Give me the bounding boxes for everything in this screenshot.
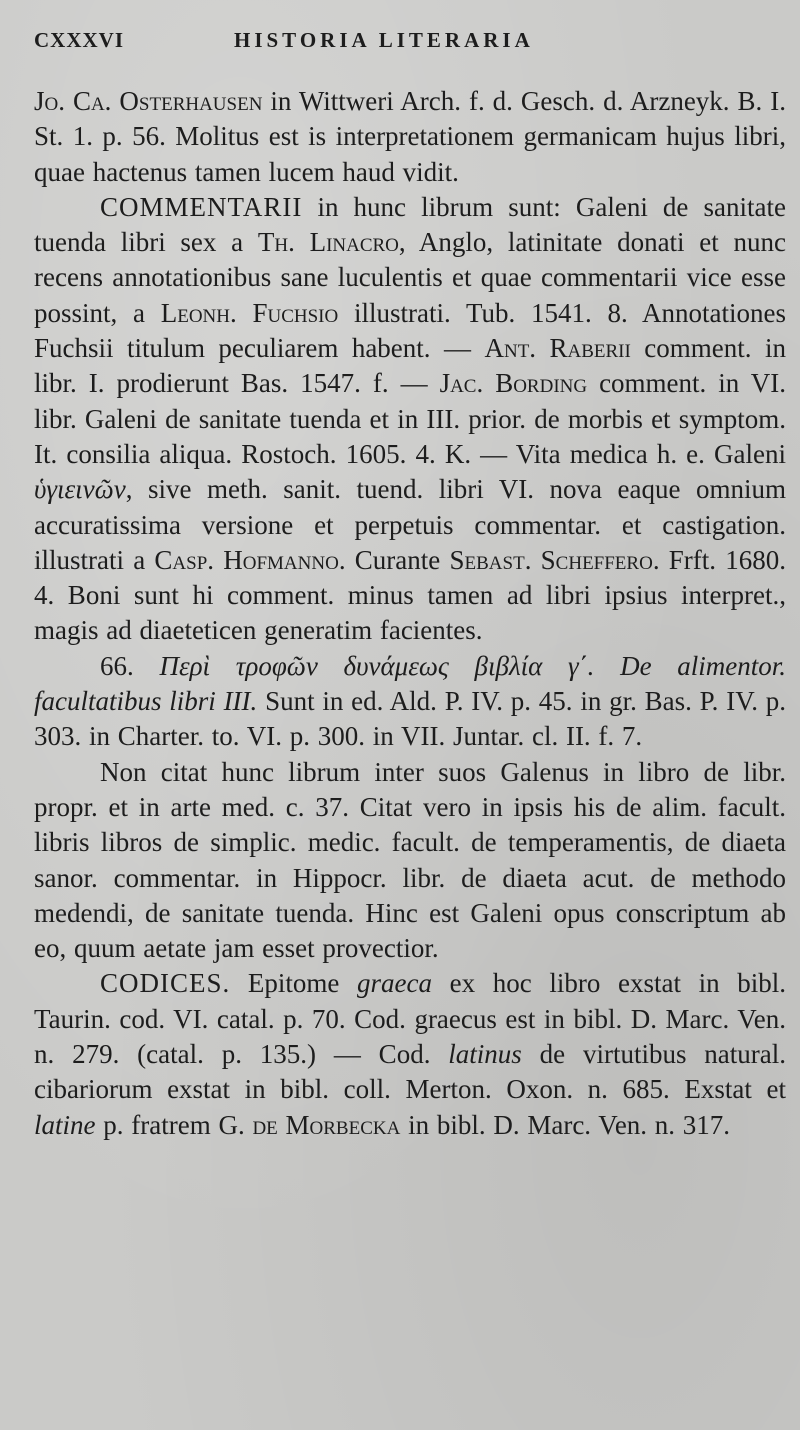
- paragraph-text: de virtutibus natural. cibariorum exstat in bibl. coll. Merton. Oxon. n. 685. Exstat et: [34, 1039, 786, 1105]
- paragraph-text: in hunc librum sunt: Galeni de sanitate tuenda libri sex a: [34, 191, 786, 258]
- greek-title: Περὶ τροφῶν δυνάμεως βιβλία γ΄.: [159, 650, 595, 681]
- italic-word: latinus: [448, 1039, 522, 1070]
- section-lead: CODICES.: [100, 968, 231, 999]
- author-name: Ant. Raberii: [484, 333, 631, 364]
- paragraph-commentarii: [34, 190, 786, 649]
- paragraph-text: , Anglo, latinitate donati et nunc recens annotationibus sane luculentis et quae commentarii vice esse possint, a: [34, 227, 786, 328]
- page-header: [34, 0, 786, 84]
- paragraph-text: Non citat hunc librum inter suos Galenus in libro de libr. propr. et in arte med. c. 37. Citat vero in ipsis his de alim. facult. libris libros de simplic. medic. facult. de temperamentis, de diaeta sanor. commentar. in Hippocr. libr. de diaeta acut. de methodo medendi, de sanitate tuenda. Hinc est Galeni opus conscriptum ab eo, quum aetate jam esset provectior.: [34, 756, 786, 964]
- paragraph-text: in bibl. D. Marc. Ven. n. 317.: [400, 1109, 731, 1140]
- entry-number: 66.: [100, 650, 134, 681]
- author-name: Jo. Ca. Osterhausen: [34, 86, 263, 116]
- paragraph-codices: [34, 966, 786, 1142]
- author-name: Sebast. Scheffero: [449, 544, 653, 575]
- author-name: Casp. Hofmanno: [154, 544, 339, 575]
- paragraph-entry-66: [34, 649, 786, 755]
- paragraph-text: in Wittweri Arch. f. d. Gesch. d. Arzneyk. B. I. St. 1. p. 56. Molitus est is interpretationem germanicam hujus libri, quae hactenus tamen lucem haud vidit.: [34, 86, 786, 187]
- page-number: CXXXVI: [34, 28, 124, 52]
- latin-title: De alimentor. facultatibus libri III.: [34, 650, 787, 717]
- paragraph-text: . Frft. 1680. 4. Boni sunt hi comment. minus tamen ad libri ipsius interpret., magis ad diaeteticen generatim facientes.: [34, 544, 786, 646]
- italic-word: latine: [34, 1109, 96, 1140]
- section-lead: COMMENTARII: [100, 191, 303, 222]
- author-name: Th. Linacro: [257, 227, 399, 258]
- paragraph-non-citat: [34, 755, 786, 967]
- paragraph-text: . Curante: [338, 544, 450, 575]
- running-head: HISTORIA LITERARIA: [234, 28, 534, 52]
- paragraph-osterhausen: [34, 84, 786, 190]
- paragraph-text: , sive meth. sanit. tuend. libri VI. nova eaque omnium accuratissima versione et perpetuis commentar. et castigation. illustrati a: [34, 474, 786, 575]
- body-text: [34, 84, 786, 1143]
- paragraph-text: comment. in VI. libr. Galeni de sanitate tuenda et in III. prior. de morbis et symptom. It. consilia aliqua. Rostoch. 1605. 4. K. — Vita medica h. e. Galeni: [34, 368, 787, 469]
- author-name: Leonh. Fuchsio: [160, 297, 339, 328]
- paragraph-text: Sunt in ed. Ald. P. IV. p. 45. in gr. Bas. P. IV. p. 303. in Charter. to. VI. p. 300. in VII. Juntar. cl. II. f. 7.: [34, 686, 786, 752]
- paragraph-text: comment. in libr. I. prodierunt Bas. 1547. f. —: [34, 333, 786, 399]
- greek-word: ὑγιεινῶν: [34, 474, 126, 505]
- author-name: Jac. Bording: [439, 368, 588, 399]
- author-name: de Morbecka: [252, 1109, 401, 1140]
- paragraph-text: Epitome: [230, 968, 358, 999]
- paragraph-text: illustrati. Tub. 1541. 8. Annotationes Fuchsii titulum peculiarem habent. —: [34, 297, 786, 364]
- paragraph-text: ex hoc libro exstat in bibl. Taurin. cod. VI. catal. p. 70. Cod. graecus est in bibl. D. Marc. Ven. n. 279. (catal. p. 135.) — Cod.: [34, 968, 786, 1070]
- paragraph-text: p. fratrem G.: [95, 1109, 253, 1140]
- italic-word: graeca: [357, 968, 432, 999]
